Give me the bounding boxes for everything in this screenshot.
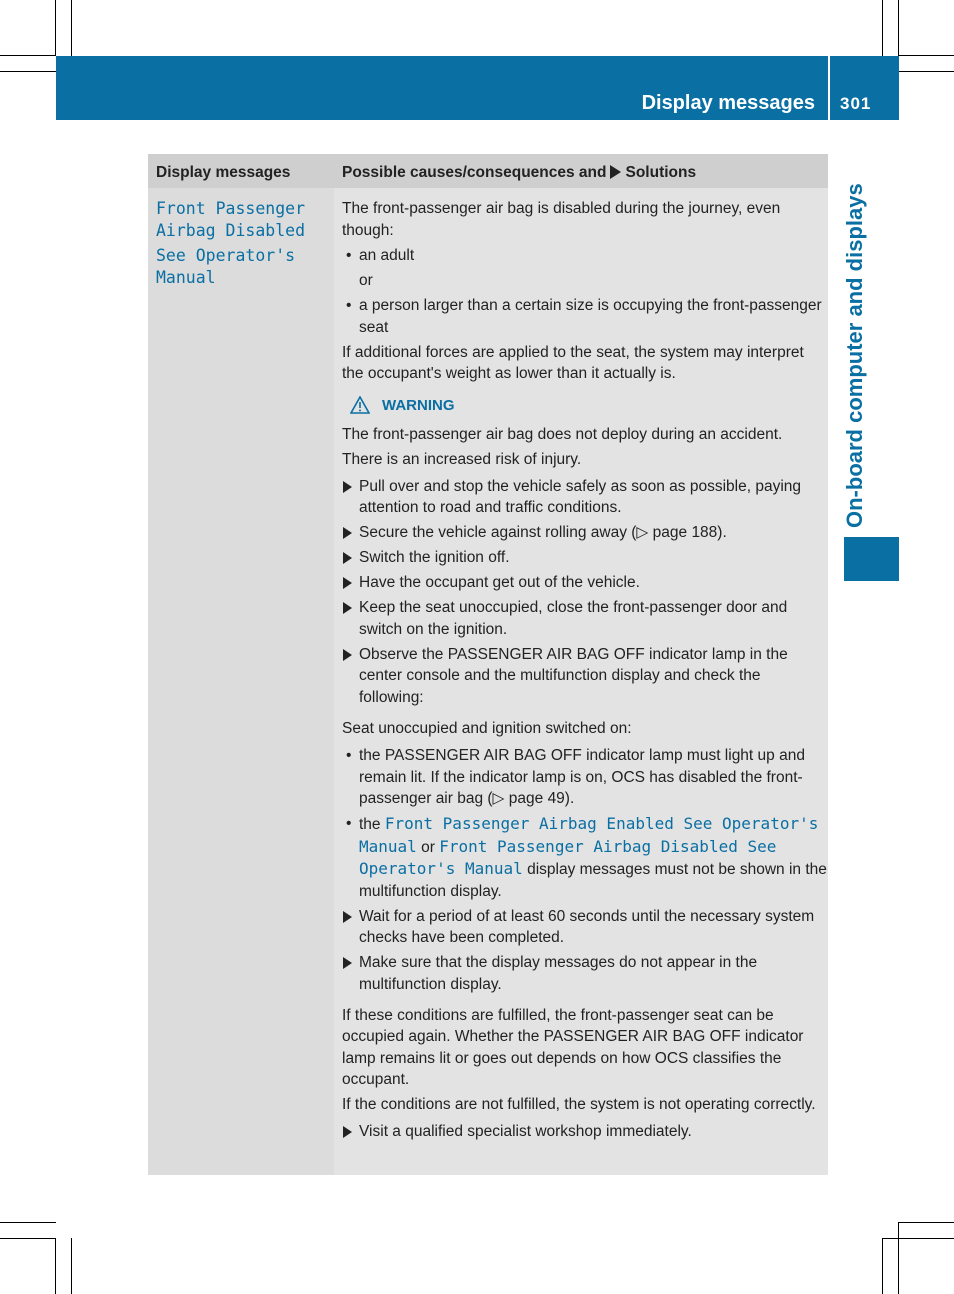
crop-mark [882, 1238, 954, 1239]
crop-mark [882, 0, 883, 56]
step-arrow-icon [343, 577, 352, 589]
step-item: Switch the ignition off. [342, 547, 828, 569]
step-item: Pull over and stop the vehicle safely as soon as possible, paying attention to road and traffic conditions. [342, 476, 828, 519]
step-item: Keep the seat unoccupied, close the front-passenger door and switch on the ignition. [342, 597, 828, 640]
warning-text: There is an increased risk of injury. [342, 451, 582, 468]
display-message-inline: Front Passenger Airbag Disabled See Operator's Manual [359, 836, 777, 878]
step-item: Observe the PASSENGER AIR BAG OFF indicator lamp in the center console and the multifunction display and check the following: [342, 644, 828, 709]
display-message: Front Passenger Airbag Disabled See Operator's Manual [156, 199, 306, 287]
column-header-causes: Possible causes/consequences and Solutions [342, 164, 697, 181]
list-item: • a person larger than a certain size is occupying the front-passenger seat [342, 295, 828, 338]
page-header [56, 56, 899, 120]
crop-mark [899, 1222, 954, 1223]
list-item: • the PASSENGER AIR BAG OFF indicator lamp must light up and remain lit. If the indicator lamp is on, OCS has disabled the front-passenger air bag (▷ page 49). [342, 745, 828, 810]
section-side-title: On-board computer and displays [842, 183, 867, 528]
crop-mark [0, 71, 56, 72]
step-arrow-icon [343, 649, 352, 661]
step-arrow-icon [343, 527, 352, 539]
body-text: If these conditions are fulfilled, the front-passenger seat can be occupied again. Whether the PASSENGER AIR BAG OFF indicator lamp remains lit or goes out depends on how OCS classifies the occupant. [342, 1006, 804, 1088]
step-item: Secure the vehicle against rolling away (▷ page 188). [342, 522, 828, 544]
or-text: or [359, 271, 373, 289]
crop-mark [882, 1238, 883, 1294]
page-title: Display messages [641, 92, 815, 114]
warning-text: The front-passenger air bag does not deploy during an accident. [342, 426, 783, 443]
causes-solutions-column [342, 198, 828, 1146]
body-text: Seat unoccupied and ignition switched on: [342, 719, 632, 737]
crop-mark [55, 0, 56, 56]
step-item: Wait for a period of at least 60 seconds until the necessary system checks have been completed. [342, 906, 828, 949]
crop-mark [0, 1238, 56, 1239]
intro-text: The front-passenger air bag is disabled during the journey, even though: [342, 200, 781, 239]
crop-mark [55, 1238, 56, 1294]
step-item: Have the occupant get out of the vehicle. [342, 572, 828, 594]
crop-mark [71, 1238, 72, 1294]
step-arrow-icon [343, 911, 352, 923]
table-header [148, 154, 828, 188]
display-message-inline: Front Passenger Airbag Enabled See Operator's Manual [359, 814, 819, 856]
display-messages-table [148, 154, 828, 1175]
crop-mark [899, 71, 954, 72]
warning-triangle-icon [350, 396, 370, 414]
body-text: If the conditions are not fulfilled, the system is not operating correctly. [342, 1096, 816, 1113]
body-text: If additional forces are applied to the seat, the system may interpret the occupant's weight as lower than it actually is. [342, 343, 804, 382]
step-arrow-icon [343, 552, 352, 564]
step-arrow-icon [343, 957, 352, 969]
crop-mark [898, 0, 899, 56]
section-tab-marker [844, 537, 899, 581]
header-divider [828, 56, 830, 120]
page-number: 301 [840, 94, 872, 113]
warning-heading: WARNING [342, 395, 828, 417]
step-arrow-icon [343, 1126, 352, 1138]
crop-mark [899, 55, 954, 56]
crop-mark [0, 55, 56, 56]
column-header-messages: Display messages [156, 164, 291, 181]
crop-mark [898, 1222, 899, 1294]
solutions-arrow-icon [610, 165, 621, 179]
crop-mark [0, 1222, 56, 1223]
crop-mark [71, 0, 72, 56]
message-column [148, 188, 334, 1175]
step-item: Make sure that the display messages do not appear in the multifunction display. [342, 952, 828, 995]
step-arrow-icon [343, 481, 352, 493]
list-item: • the Front Passenger Airbag Enabled See Operator's Manual or Front Passenger Airbag Disabled See Operator's Manual display messages must not be shown in the multifunction display. [342, 813, 828, 902]
step-arrow-icon [343, 602, 352, 614]
list-item: • an adult [342, 245, 828, 267]
step-item: Visit a qualified specialist workshop immediately. [342, 1121, 828, 1143]
